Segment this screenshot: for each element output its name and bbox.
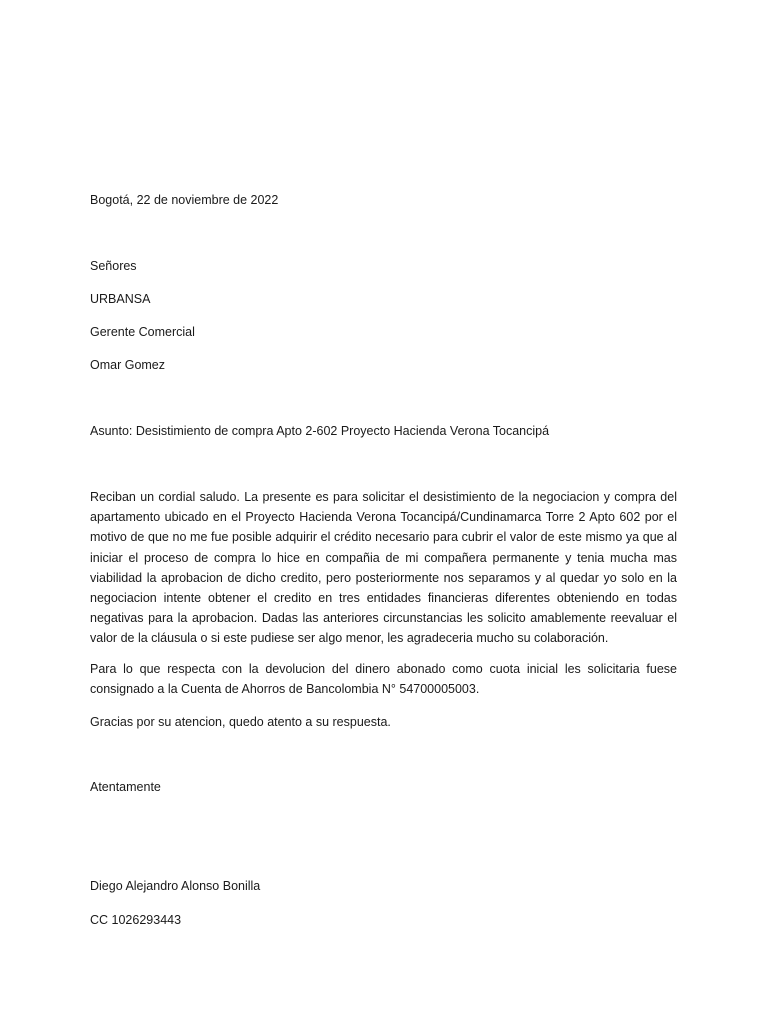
signer-id: CC 1026293443	[90, 913, 182, 927]
date-line: Bogotá, 22 de noviembre de 2022	[90, 193, 279, 207]
subject-line: Asunto: Desistimiento de compra Apto 2-602 Proyecto Hacienda Verona Tocancipá	[90, 424, 550, 438]
body-paragraph-3: Gracias por su atencion, quedo atento a su respuesta.	[90, 715, 391, 729]
recipient-company: URBANSA	[90, 292, 151, 306]
body-paragraph-2: Para lo que respecta con la devolucion del dinero abonado como cuota inicial les solicitaria fuese consignado a la Cuenta de Ahorros de Bancolombia N° 54700005003.	[90, 662, 677, 697]
body-paragraph-1: Reciban un cordial saludo. La presente es para solicitar el desistimiento de la negociacion y compra del apartamento ubicado en el Proyecto Hacienda Verona Tocancipá/Cundinamarca Torre 2 Apto 602 por el motivo de que no me fue posible adquirir el crédito necesario para cubrir el valor de este mismo ya que al iniciar el proceso de compra lo hice en compañia de mi compañera permanente y tenia mucha mas viabilidad la aprobacion de dicho credito, pero posteriormente nos separamos y al quedar yo solo en la negociacion intente obtener el credito en tres entidades financieras diferentes obteniendo en todas negativas para la aprobacion. Dadas las anteriores circunstancias les solicito amablemente reevaluar el valor de la cláusula o si este pudiese ser algo menor, les agradeceria mucho su colaboración.	[90, 490, 677, 646]
recipient-name: Omar Gomez	[90, 358, 166, 372]
closing-line: Atentamente	[90, 780, 161, 794]
recipient-salutation: Señores	[90, 259, 137, 273]
signer-name: Diego Alejandro Alonso Bonilla	[90, 879, 261, 893]
recipient-position: Gerente Comercial	[90, 325, 195, 339]
